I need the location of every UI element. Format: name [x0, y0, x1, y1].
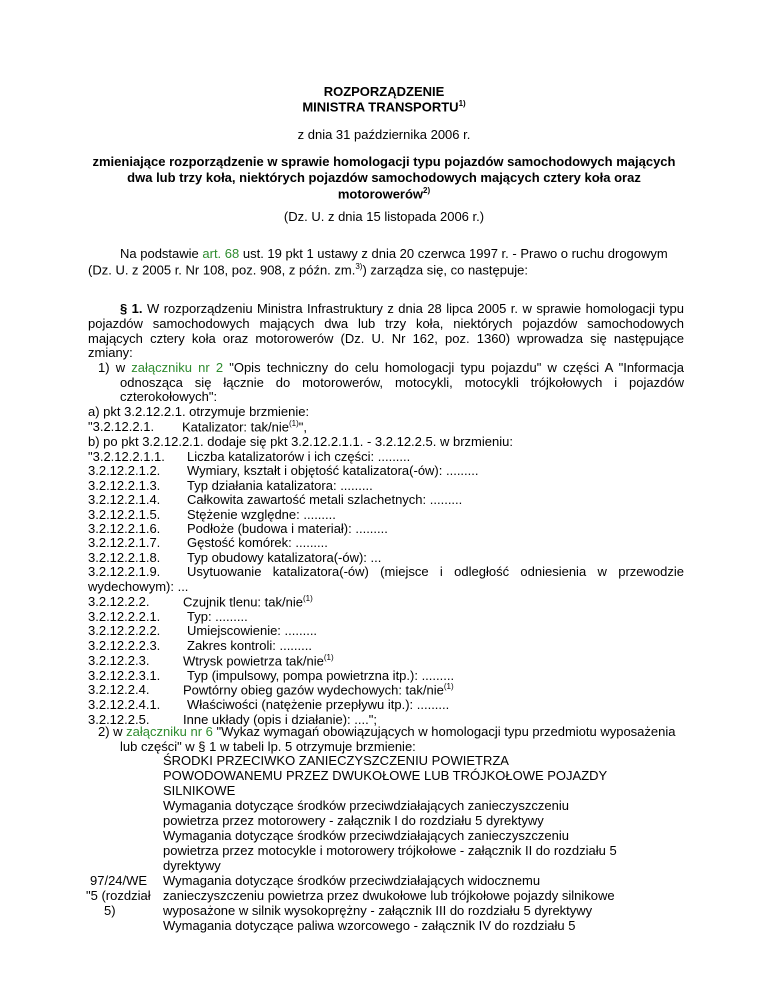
footnote-ref: (1)	[323, 652, 334, 662]
entry-text: Stężenie względne: .........	[187, 506, 336, 522]
act-date: z dnia 31 października 2006 r.	[297, 127, 471, 142]
entry-text: Podłoże (budowa i materiał): .........	[187, 521, 388, 536]
preamble-text: ) zarządza się, co następuje:	[362, 262, 528, 278]
entry-text: Całkowita zawartość metali szlachetnych: .........	[187, 492, 463, 508]
title-line2	[0, 99, 768, 114]
point-a-text: Katalizator: tak/nie	[182, 419, 289, 435]
entry-text	[187, 623, 317, 638]
point-b: b) po pkt 3.2.12.2.1. dodaje się pkt 3.2.12.2.1.1. - 3.2.12.2.5. w brzmieniu:	[88, 434, 513, 449]
entry-number: 3.2.12.2.1.5.	[88, 506, 161, 522]
preamble-text: (Dz. U. z 2005 r. Nr 108, poz. 908, z późn. zm.	[88, 262, 356, 278]
section-mark: § 1.	[120, 301, 143, 316]
table-cell-line: powietrza przez motocykle i motorowery trójkołowe - załącznik II do rozdziału 5	[163, 843, 617, 858]
entry-number: 3.2.12.2.4.1.	[88, 696, 161, 712]
art-68-link[interactable]: art. 68	[202, 246, 240, 261]
table-cell-line: Wymagania dotyczące środków przeciwdziałających zanieczyszczeniu	[163, 798, 569, 813]
item1-line1	[98, 360, 684, 375]
entry-text: Usytuowanie katalizatora(-ów) (miejsce i odległość odniesienia w przewodzie	[187, 564, 684, 579]
row-lp: "5 (rozdział	[86, 888, 151, 903]
entry-label: Zakres kontroli: .........	[187, 638, 312, 654]
section1-line4: zmiany:	[88, 345, 133, 360]
point-a-text: ",	[298, 419, 307, 435]
entry-label: Inne układy (opis i działanie): ....";	[183, 711, 377, 727]
point-a: a) pkt 3.2.12.2.1. otrzymuje brzmienie:	[88, 404, 310, 419]
entry-label: Wtrysk powietrza tak/nie	[183, 653, 324, 669]
table-cell-line: Wymagania dotyczące środków przeciwdziałających zanieczyszczeniu	[163, 828, 569, 843]
table-cell-line: POWODOWANEMU PRZEZ DWUKOŁOWE LUB TRÓJKOŁOWE POJAZDY	[163, 768, 608, 783]
entry-text-cont: wydechowym): ...	[88, 579, 189, 594]
section1-text: W rozporządzeniu Ministra Infrastruktury z dnia 28 lipca 2005 r. w sprawie homologacji typu	[142, 301, 684, 316]
entry-number: 3.2.12.2.2.1.	[88, 608, 161, 624]
entry-number: 3.2.12.2.4.	[88, 682, 150, 698]
item2-text: 2) w	[98, 724, 127, 739]
footnote-ref: (1)	[443, 682, 454, 692]
entry-label: Właściwości (natężenie przepływu itp.): .........	[187, 696, 450, 712]
entry-text: Liczba katalizatorów i ich części: .........	[187, 449, 411, 464]
entry-number: 3.2.12.2.5.	[88, 711, 150, 727]
entry-number: 3.2.12.2.1.9.	[88, 564, 161, 579]
footnote-ref: (1)	[288, 419, 299, 428]
entry-number: 3.2.12.2.2.2.	[88, 623, 161, 639]
entry-number: 3.2.12.2.2.3.	[88, 638, 161, 654]
entry-number: 3.2.12.2.1.2.	[88, 463, 161, 479]
entry-text	[187, 697, 449, 712]
subject-line2: dwa lub trzy koła, niektórych pojazdów samochodowych mających cztery koła oraz	[127, 170, 641, 185]
table-cell-line: Wymagania dotyczące paliwa wzorcowego - załącznik IV do rozdziału 5	[163, 918, 576, 933]
title-line2-text: MINISTRA TRANSPORTU	[302, 99, 459, 115]
subject-line3-text: motorowerów	[337, 186, 424, 202]
entry-label: Umiejscowienie: .........	[187, 623, 318, 639]
entry-text	[183, 682, 454, 697]
item2-text: "Wykaz wymagań obowiązujących w homologacji typu przedmiotu wyposażenia	[212, 724, 676, 739]
row-lp-cont: 5)	[104, 903, 116, 918]
entry-text	[183, 653, 334, 668]
table-cell-line: Wymagania dotyczące środków przeciwdziałających widocznemu	[163, 873, 541, 888]
entry-number: 3.2.12.2.1.8.	[88, 549, 161, 565]
annex2-link[interactable]: załączniku nr 2	[131, 360, 224, 375]
entry-number: 3.2.12.2.3.1.	[88, 667, 161, 683]
subject-line1: zmieniające rozporządzenie w sprawie homologacji typu pojazdów samochodowych mających	[92, 154, 676, 169]
item1-line3: czterokołowych":	[120, 389, 218, 404]
footnote-ref-2[interactable]: 2)	[423, 186, 431, 195]
table-cell-line: wyposażone w silnik wysokoprężny - załącznik III do rozdziału 5 dyrektywy	[163, 903, 593, 918]
entry-number: 3.2.12.2.1.7.	[88, 535, 161, 551]
entry-text: Wymiary, kształt i objętość katalizatora(-ów): .........	[187, 463, 479, 479]
item1-text: "Opis techniczny do celu homologacji typu pojazdu" w części A "Informacja	[223, 360, 684, 375]
annex6-link[interactable]: załączniku nr 6	[126, 724, 213, 739]
item2-line2: lub części" w § 1 w tabeli lp. 5 otrzymuje brzmienie:	[120, 739, 416, 754]
entry-text: Typ działania katalizatora: .........	[187, 477, 373, 493]
section1-line2: pojazdów samochodowych mających dwa lub trzy koła, niektórych pojazdów samochodowych	[88, 316, 684, 331]
table-cell-line: SILNIKOWE	[163, 783, 236, 798]
entry-number: 3.2.12.2.1.4.	[88, 492, 161, 508]
entry-text: Gęstość komórek: .........	[187, 535, 328, 551]
section1-line1	[120, 301, 684, 316]
subject-line3	[0, 186, 768, 201]
publication-ref: (Dz. U. z dnia 15 listopada 2006 r.)	[283, 209, 485, 224]
entry-label: Typ (impulsowy, pompa powietrzna itp.): .........	[187, 667, 455, 683]
entry-text	[183, 594, 313, 609]
preamble-text: Na podstawie	[120, 246, 203, 261]
preamble-line1	[120, 246, 668, 261]
table-cell-line: dyrektywy	[163, 858, 221, 873]
footnote-ref-3[interactable]: 3)	[355, 262, 363, 271]
entry-number: 3.2.12.2.3.	[88, 652, 150, 668]
entry-label: Powtórny obieg gazów wydechowych: tak/nie	[183, 682, 444, 698]
title-line1: ROZPORZĄDZENIE	[323, 84, 445, 99]
entry-text	[187, 609, 248, 624]
table-cell-line: ŚRODKI PRZECIWKO ZANIECZYSZCZENIU POWIETRZA	[163, 753, 509, 768]
item2-line1	[98, 724, 676, 739]
preamble-text: ust. 19 pkt 1 ustawy z dnia 20 czerwca 1997 r. - Prawo o ruchu drogowym	[239, 246, 668, 261]
point-a-value	[182, 419, 307, 434]
item1-line2: odnosząca się łącznie do motorowerów, motocykli, motocykli trójkołowych i pojazdów	[120, 375, 684, 390]
entry-number: "3.2.12.2.1.1.	[88, 449, 165, 464]
point-a-number: "3.2.12.2.1.	[88, 419, 155, 434]
footnote-ref-1[interactable]: 1)	[458, 99, 466, 108]
item1-text: 1) w	[98, 360, 132, 375]
entry-label: Typ: .........	[187, 608, 248, 624]
entry-text	[187, 638, 312, 653]
entry-number: 3.2.12.2.2.	[88, 594, 150, 609]
entry-number: 3.2.12.2.1.3.	[88, 477, 161, 493]
preamble-line2	[88, 262, 528, 277]
entry-label: Czujnik tlenu: tak/nie	[183, 594, 303, 610]
directive-number: 97/24/WE	[90, 873, 148, 888]
entry-text: Typ obudowy katalizatora(-ów): ...	[187, 549, 382, 565]
table-cell-line: zanieczyszczeniu powietrza przez dwukołowe lub trójkołowe pojazdy silnikowe	[163, 888, 615, 903]
table-cell-line: powietrza przez motorowery - załącznik I do rozdziału 5 dyrektywy	[163, 813, 544, 828]
entry-text	[187, 668, 454, 683]
footnote-ref: (1)	[302, 594, 313, 603]
entry-number: 3.2.12.2.1.6.	[88, 521, 161, 536]
section1-line3: mających cztery koła oraz motorowerów (Dz. U. Nr 162, poz. 1360) wprowadza się następujące	[88, 331, 684, 346]
